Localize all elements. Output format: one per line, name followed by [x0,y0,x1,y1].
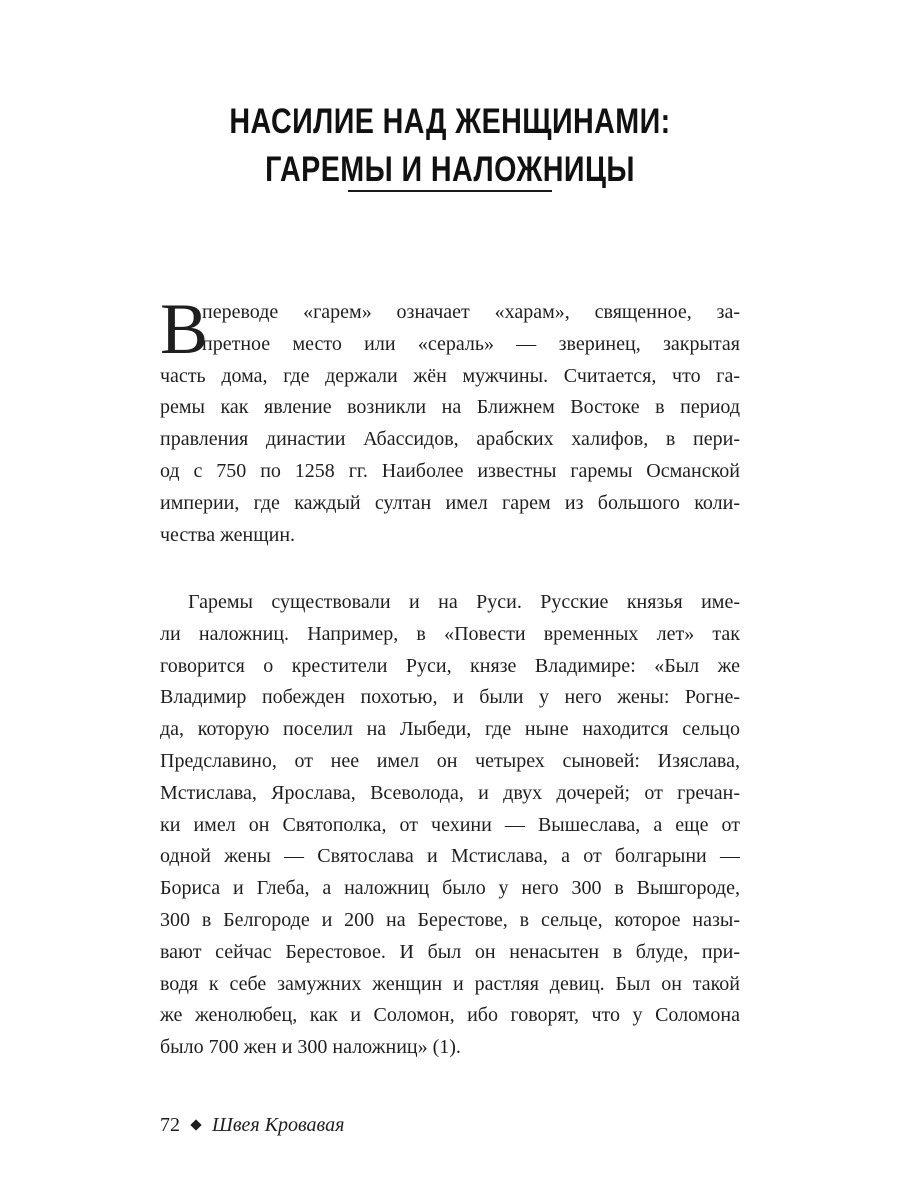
paragraph-line: вают сейчас Берестовое. И был он ненасытен в блуде, при- [160,940,740,963]
paragraph-line: чества женщин. [160,523,296,546]
paragraph-line: ки имел он Святополка, от чехини — Вышеслава, а еще от [160,813,740,836]
paragraph-line: переводе «гарем» означает «харам», священное, за- [202,301,740,323]
paragraph-line: же женолюбец, как и Соломон, ибо говорят, что у Соломона [160,1004,740,1027]
title-underline [348,190,552,192]
running-book-title: Швея Кровавая [212,1114,345,1136]
paragraph-line: да, которую поселил на Лыбеди, где ныне находится сельцо [160,718,740,741]
chapter-title-line-2: ГАРЕМЫ И НАЛОЖНИЦЫ [265,150,635,189]
paragraph-line: водя к себе замужних женщин и растляя девиц. Был он такой [160,972,740,995]
paragraph-line: ли наложниц. Например, в «Повести временных лет» так [160,622,740,645]
paragraph-line: 300 в Белгороде и 200 на Берестове, в сельце, которое назы- [160,908,740,931]
chapter-title [81,98,819,194]
paragraph-1 [160,289,740,551]
page-number: 72 [160,1114,180,1136]
diamond-separator-icon [190,1119,201,1130]
paragraph-line: претное место или «сераль» — зверинец, закрытая [202,332,740,355]
paragraph-line: часть дома, где держали жён мужчины. Считается, что га- [160,364,740,387]
paragraph-line: империи, где каждый султан имел гарем из большого коли- [160,491,740,514]
paragraph-2 [160,587,740,1064]
paragraph-line: Мстислава, Ярослава, Всеволода, и двух дочерей; от гречан- [160,781,740,804]
chapter-title-line-1: НАСИЛИЕ НАД ЖЕНЩИНАМИ: [229,102,671,141]
paragraph-line: одной жены — Святослава и Мстислава, а от болгарыни — [160,845,740,868]
page-footer [160,1114,344,1137]
paragraph-line: Предславино, от нее имел он четырех сыновей: Изяслава, [160,749,740,772]
drop-cap: В [160,289,209,369]
paragraph-line: од с 750 по 1258 гг. Наиболее известны гаремы Османской [160,459,740,482]
paragraph-line: Гаремы существовали и на Руси. Русские князья име- [188,591,740,613]
paragraph-line: ремы как явление возникли на Ближнем Востоке в период [160,396,740,419]
paragraph-line: Бориса и Глеба, а наложниц было у него 300 в Вышгороде, [160,877,740,900]
paragraph-line: Владимир побежден похотью, и были у него жены: Рогне- [160,686,740,709]
paragraph-line: правления династии Абассидов, арабских халифов, в пери- [160,428,740,451]
paragraph-line: было 700 жен и 300 наложниц» (1). [160,1036,461,1059]
paragraph-line: говорится о крестители Руси, князе Владимире: «Был же [160,654,740,677]
